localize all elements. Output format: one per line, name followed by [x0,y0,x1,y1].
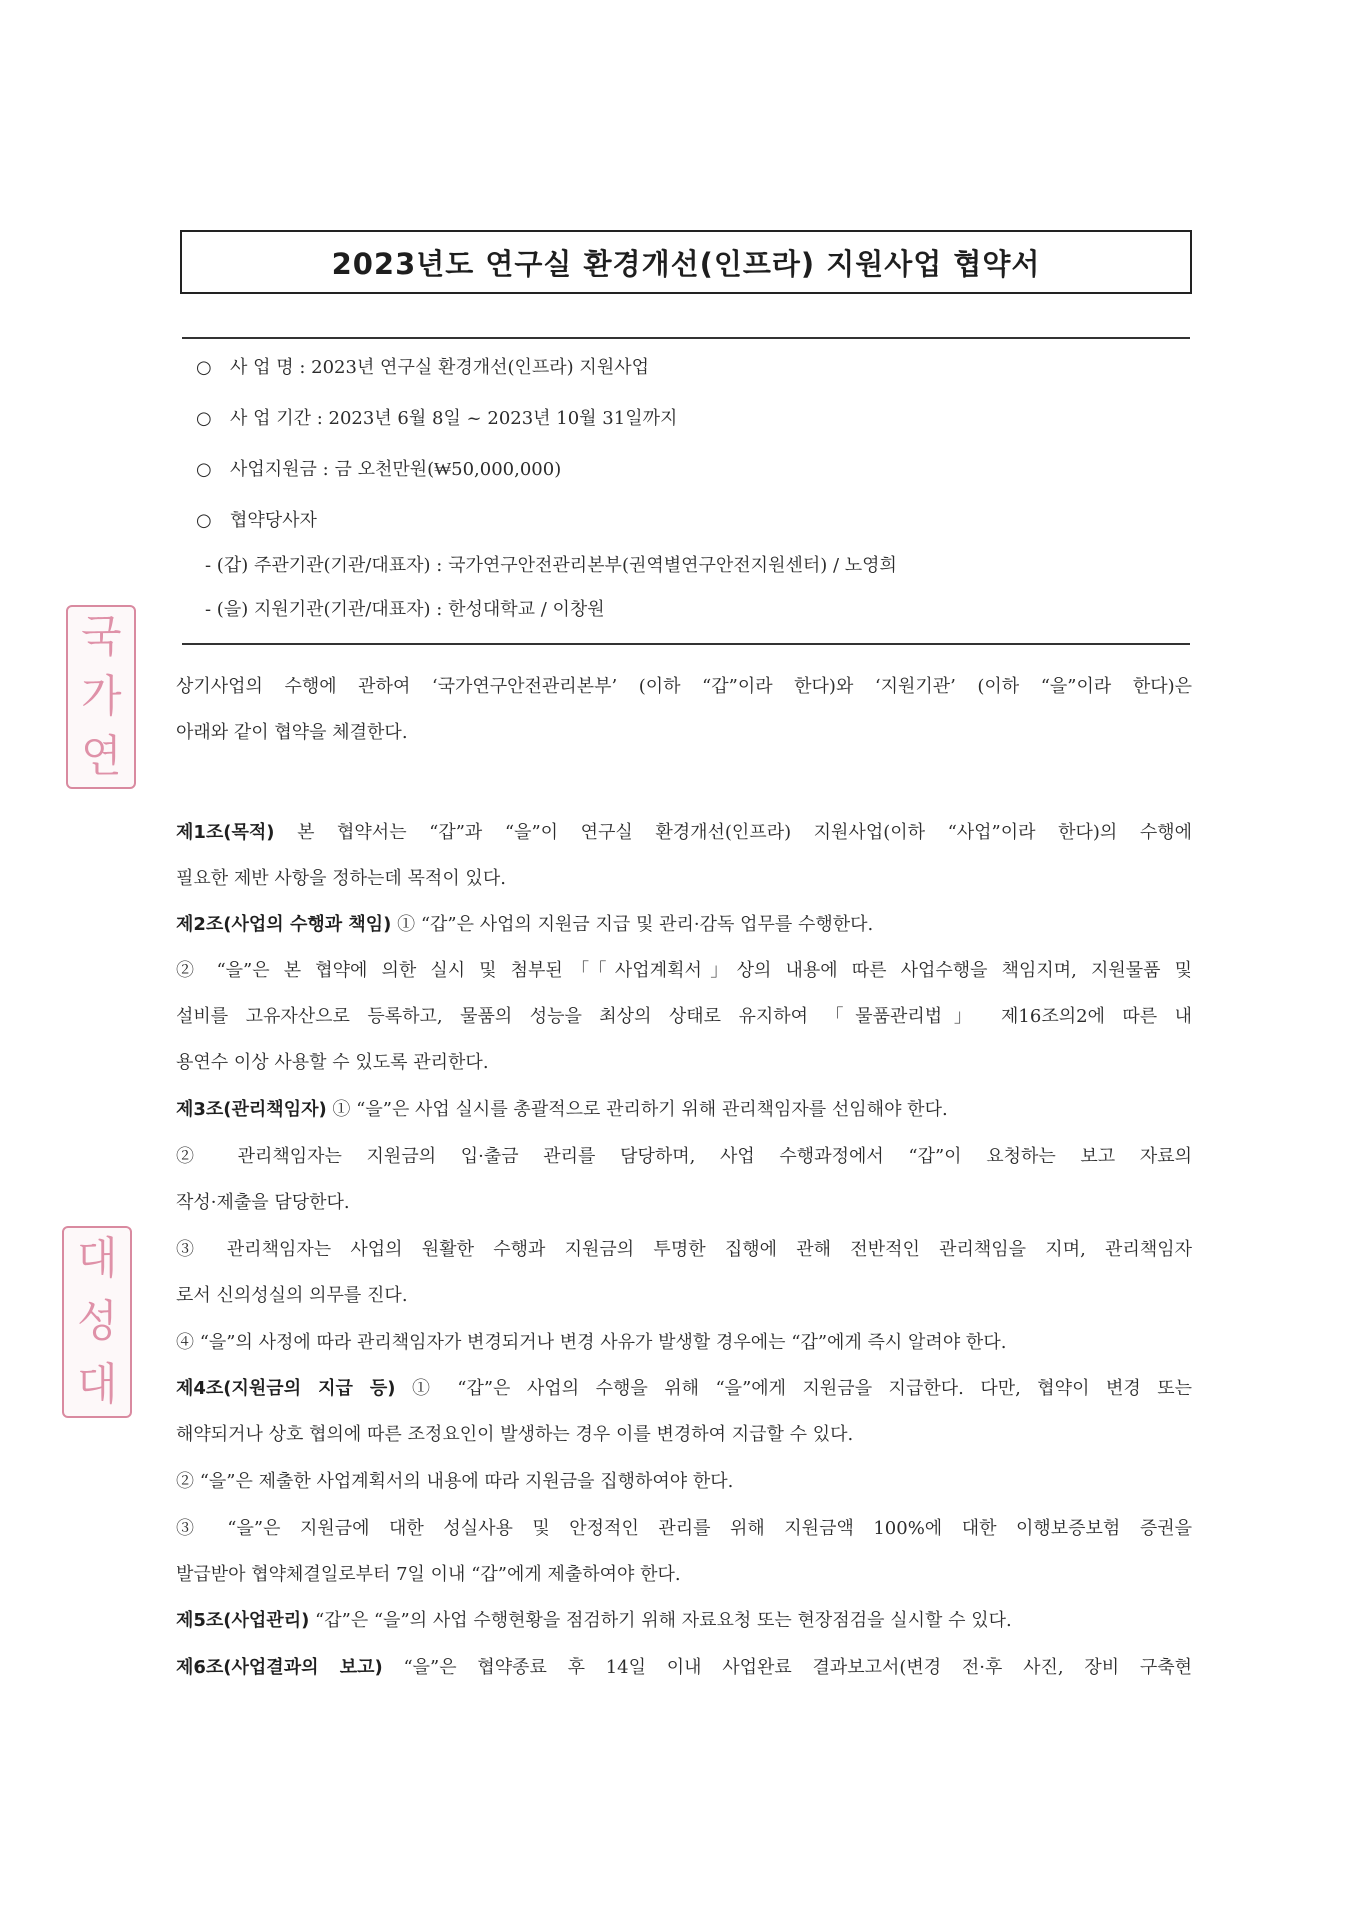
document-title: 2023년도 연구실 환경개선(인프라) 지원사업 협약서 [331,246,1041,281]
article-1-text-1: 본 협약서는 “갑”과 “을”이 연구실 환경개선(인프라) 지원사업(이하 “사업”이라 한다)의 수행에 [274,822,1192,843]
article-1-heading: 제1조(목적) [176,822,275,843]
project-name-value: 2023년 연구실 환경개선(인프라) 지원사업 [311,357,649,378]
article-4-para-3-line-2: 발급받아 협약체결일로부터 7일 이내 “갑”에게 제출하여야 한다. [176,1564,681,1585]
article-2-line-1 [176,913,1192,937]
article-2-text-1: ① “갑”은 사업의 지원금 지급 및 관리·감독 업무를 수행한다. [391,914,874,935]
article-3-para-3-line-2: 로서 신의성실의 의무를 진다. [176,1285,408,1306]
seal-stamp-upper [66,605,136,789]
bottom-divider [182,643,1190,645]
project-name-label: 사 업 명 : [230,357,306,378]
article-2-para-2-line-2: 설비를 고유자산으로 등록하고, 물품의 성능을 최상의 상태로 유지하여 「물품관리법」 제16조의2에 따른 내 [176,1006,1192,1027]
article-4-para-2-line-1: ② “을”은 제출한 사업계획서의 내용에 따라 지원금을 집행하여야 한다. [176,1471,734,1492]
article-1-line-1 [176,821,1192,845]
funding-value: 금 오천만원(₩50,000,000) [334,459,562,480]
article-4-line-2: 해약되거나 상호 협의에 따른 조정요인이 발생하는 경우 이를 변경하여 지급할 수 있다. [176,1424,854,1445]
article-4-text-1: ① “갑”은 사업의 수행을 위해 “을”에게 지원금을 지급한다. 다만, 협약이 변경 또는 [395,1378,1192,1399]
article-5-text-1: “갑”은 “을”의 사업 수행현황을 점검하기 위해 자료요청 또는 현장점검을 실시할 수 있다. [309,1610,1012,1631]
funding-label: 사업지원금 : [230,459,329,480]
preamble-line-1: 상기사업의 수행에 관하여 ‘국가연구안전관리본부’ (이하 “갑”이라 한다)와 ‘지원기관’ (이하 “을”이라 한다)은 [176,676,1192,697]
article-1-line-2: 필요한 제반 사항을 정하는데 목적이 있다. [176,868,506,889]
article-3-heading: 제3조(관리책임자) [176,1099,327,1120]
article-6-heading: 제6조(사업결과의 보고) [176,1657,383,1678]
title-box [180,230,1192,294]
article-3-para-2-line-2: 작성·제출을 담당한다. [176,1192,350,1213]
bullet-icon: ○ [196,408,212,429]
article-3-line-1 [176,1098,1192,1122]
article-2-para-2-line-3: 용연수 이상 사용할 수 있도록 관리한다. [176,1052,489,1073]
bullet-icon: ○ [196,357,212,378]
article-4-para-3-line-1: ③ “을”은 지원금에 대한 성실사용 및 안정적인 관리를 위해 지원금액 100%에 대한 이행보증보험 증권을 [176,1518,1192,1539]
seal-char: 연 [80,731,122,782]
article-4-line-1 [176,1377,1192,1401]
article-5-line-1 [176,1609,1192,1633]
period-label: 사 업 기간 : [230,408,323,429]
article-3-para-2-line-1: ② 관리책임자는 지원금의 입·출금 관리를 담당하며, 사업 수행과정에서 “갑”이 요청하는 보고 자료의 [176,1146,1192,1167]
seal-char: 대 [76,1233,118,1285]
period-value: 2023년 6월 8일 ~ 2023년 10월 31일까지 [328,408,678,429]
article-5-heading: 제5조(사업관리) [176,1610,310,1631]
article-2-para-2-line-1: ② “을”은 본 협약에 의한 실시 및 첨부된「「사업계획서」상의 내용에 따른 사업수행을 책임지며, 지원물품 및 [176,960,1192,981]
party-b: - (을) 지원기관(기관/대표자) : 한성대학교 / 이창원 [205,599,605,620]
article-2-heading: 제2조(사업의 수행과 책임) [176,914,392,935]
article-4-heading: 제4조(지원금의 지급 등) [176,1378,396,1399]
seal-char: 국 [80,611,122,662]
article-3-para-3-line-1: ③ 관리책임자는 사업의 원활한 수행과 지원금의 투명한 집행에 관해 전반적인 관리책임을 지며, 관리책임자 [176,1239,1192,1260]
preamble-line-2: 아래와 같이 협약을 체결한다. [176,722,408,743]
info-funding [196,458,561,482]
article-6-text-1: “을”은 협약종료 후 14일 이내 사업완료 결과보고서(변경 전·후 사진, 장비 구축현 [382,1657,1192,1678]
party-a: - (갑) 주관기관(기관/대표자) : 국가연구안전관리본부(권역별연구안전지원센터) / 노영희 [205,555,897,576]
seal-stamp-lower [62,1226,132,1418]
article-6-line-1 [176,1656,1192,1680]
parties-label: 협약당사자 [230,510,317,531]
info-parties [196,509,317,533]
seal-char: 가 [80,671,122,722]
bullet-icon: ○ [196,459,212,480]
info-period [196,407,677,431]
top-divider [182,337,1190,339]
article-3-para-4-line-1: ④ “을”의 사정에 따라 관리책임자가 변경되거나 변경 사유가 발생할 경우에는 “갑”에게 즉시 알려야 한다. [176,1332,1007,1353]
bullet-icon: ○ [196,510,212,531]
seal-char: 대 [76,1358,118,1410]
seal-char: 성 [76,1295,118,1347]
article-3-text-1: ① “을”은 사업 실시를 총괄적으로 관리하기 위해 관리책임자를 선임해야 한다. [326,1099,948,1120]
info-project-name [196,356,649,380]
